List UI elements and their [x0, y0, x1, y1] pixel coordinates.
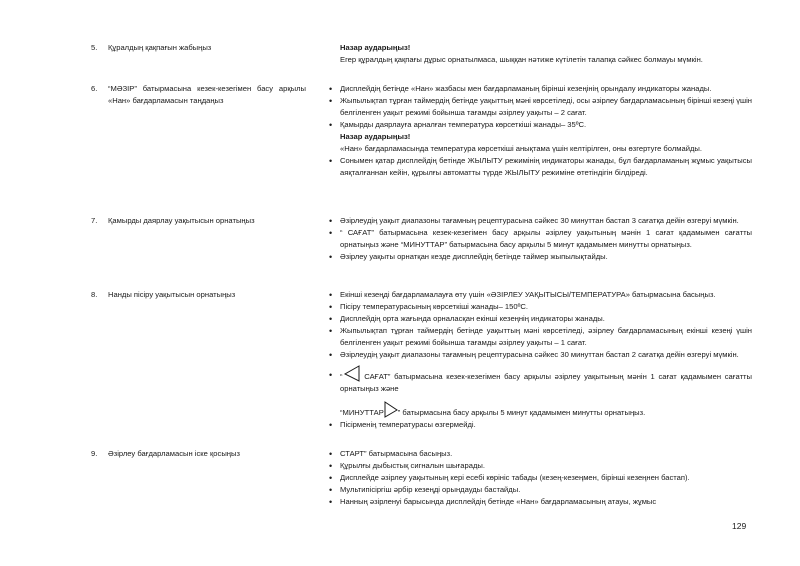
step-number: 8.	[91, 290, 98, 299]
note-text: «Нан» бағдарламасында температура көрсеткіші анықтама үшін келтірілген, оны өзгертуге болмайды.	[340, 144, 702, 153]
step-title: “МӘЗІР” батырмасына кезек-кезегімен басу арқылы «Нан» бағдарламасын таңдаңыз	[108, 84, 306, 105]
list-item: • Сонымен қатар дисплейдің бетінде ЖЫЛЫТУ режимінің индикаторы жанады, бұл бағдарламаның жұмыс уақытысы аяқталғаннан кейін, құрылғы автоматты түрде ЖЫЛЫТУ режиміне өтетіндігін білдіреді.	[329, 156, 752, 177]
step-title: Әзірлеу бағдарламасын іске қосыңыз	[108, 449, 240, 458]
list-item: • Әзірлеудің уақыт диапазоны тағамның рецептурасына сәйкес 30 минуттан бастап 3 сағатқа дейін өзгеруі мүмкін.	[329, 216, 739, 226]
list-item: • Пісірменің температурасы өзгермейді.	[329, 420, 476, 430]
list-item: • Дисплейде әзірлеу уақытының кері есебі көрініс табады (кезең-кезеңмен, бірінші кезеңнен бастап).	[329, 473, 690, 483]
list-item: • Дисплейдің бетінде «Нан» жазбасы мен бағдарламаның бірінші кезеңінің орындалу индикаторы жанады.	[329, 84, 712, 94]
list-item: • Құрылғы дыбыстық сигналын шығарады.	[329, 461, 485, 471]
step-number: 5.	[91, 43, 98, 52]
note-title: Назар аударыңыз!	[340, 43, 411, 52]
step-number: 7.	[91, 216, 98, 225]
list-item: • Жыпылықтап тұрған таймердің бетінде уақыттың мәні көрсетіледі, осы әзірлеу бағдарламасының бірінші кезеңі үшін белгіленген уақыт режимі бойынша тағамды әзірлеу уақыты – 2 сағат.	[329, 96, 752, 117]
hour-arrow-left-icon	[343, 365, 361, 382]
list-item: • Жыпылықтап тұрған таймердің бетінде уақыттың мәні көрсетіледі, әзірлеу бағдарламасының екінші кезеңі үшін белгіленген уақыт режимі бойынша тағамды әзірлеу уақыты – 1 сағат.	[329, 326, 752, 347]
step-title: Қамырды даярлау уақытысын орнатыңыз	[108, 216, 255, 225]
minute-line: “МИНУТТАР ” батырмасына басу арқылы 5 минут қадамымен минутты орнатыңыз.	[340, 401, 752, 419]
list-item: • Дисплейдің орта жағында орналасқан екінші кезеңнің индикаторы жанады.	[329, 314, 605, 324]
list-item: • Мультипісіргіш әрбір кезеңді орындауды бастайды.	[329, 485, 521, 495]
step-content	[340, 42, 752, 66]
step-number: 9.	[91, 449, 98, 458]
list-item: • Қамырды даярлауға арналған температура көрсеткіші жанады– 35ºC.	[329, 120, 587, 130]
step-content	[329, 83, 752, 179]
note-title: Назар аударыңыз!	[340, 132, 411, 141]
list-item: • Нанның әзірленуі барысында дисплейдің бетінде «Нан» бағдарламасының атауы, жұмыс	[329, 497, 657, 507]
list-item: • СТАРТ” батырмасына басыңыз.	[329, 449, 453, 459]
step-title: Нанды пісіру уақытысын орнатыңыз	[108, 290, 236, 299]
list-item: • Әзірлеу уақыты орнатқан кезде дисплейдің бетінде таймер жыпылықтайды.	[329, 252, 608, 262]
list-item: • Пісіру температурасының көрсеткіші жанады– 150ºC.	[329, 302, 528, 312]
step-title: Құралдың қақпағын жабыңыз	[108, 43, 212, 52]
step-number: 6.	[91, 84, 98, 93]
list-item: • “ САҒАТ” батырмасына кезек-кезегімен басу арқылы әзірлеу уақытының мәнін 1 сағат қадамымен сағатты орнатыңыз және “МИНУТТАР” батырмасына басу арқылы 5 минут қадамымен минутты орнатыңыз.	[329, 228, 752, 249]
step-content	[329, 448, 752, 508]
step-content	[329, 289, 752, 431]
note-text: Егер құралдың қақпағы дұрыс орнатылмаса, шыққан нәтиже күтілетін талапқа сәйкес болмауы мүмкін.	[340, 55, 703, 64]
list-item: • “ САҒАТ” батырмасына кезек-кезегімен басу арқылы әзірлеу уақытының мәнін 1 сағат қадамымен сағатты орнатыңыз және	[340, 365, 752, 395]
minute-arrow-right-icon	[384, 401, 398, 418]
step-content	[329, 215, 752, 263]
list-item: • Екінші кезеңді бағдарламалауға өту үшін «ӘЗІРЛЕУ УАҚЫТЫСЫ/ТЕМПЕРАТУРА» батырмасына басыңыз.	[329, 290, 716, 300]
list-item: • Әзірлеудің уақыт диапазоны тағамның рецептурасына сәйкес 30 минуттан бастап 2 сағатқа дейін өзгеруі мүмкін.	[329, 350, 739, 360]
page-number: 129	[732, 521, 747, 531]
